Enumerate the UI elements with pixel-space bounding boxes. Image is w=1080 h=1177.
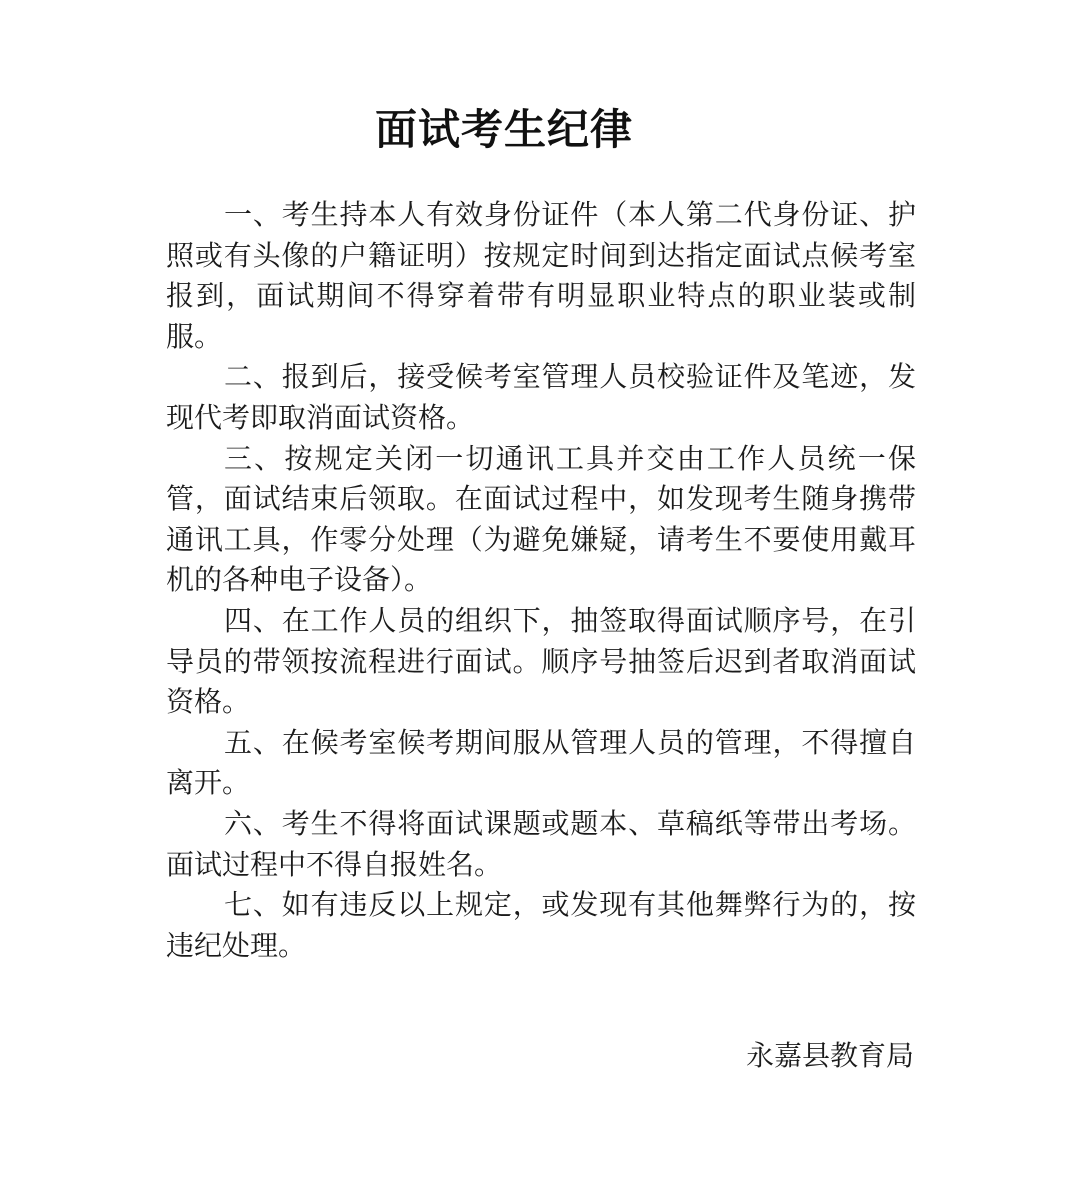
rule-paragraph-4: 四、在工作人员的组织下，抽签取得面试顺序号，在引导员的带领按流程进行面试。顺序号抽签后迟到者取消面试资格。 xyxy=(166,603,916,719)
document-title: 面试考生纪律 xyxy=(374,105,633,154)
rule-paragraph-1: 一、考生持本人有效身份证件（本人第二代身份证、护照或有头像的户籍证明）按规定时间到达指定面试点候考室报到，面试期间不得穿着带有明显职业特点的职业装或制服。 xyxy=(166,198,916,353)
issuer-signature: 永嘉县教育局 xyxy=(745,1039,914,1072)
rule-paragraph-3: 三、按规定关闭一切通讯工具并交由工作人员统一保管，面试结束后领取。在面试过程中，如发现考生随身携带通讯工具，作零分处理（为避免嫌疑，请考生不要使用戴耳机的各种电子设备）。 xyxy=(166,441,916,597)
rule-paragraph-7: 七、如有违反以上规定，或发现有其他舞弊行为的，按违纪处理。 xyxy=(166,888,916,962)
rule-paragraph-5: 五、在候考室候考期间服从管理人员的管理，不得擅自离开。 xyxy=(166,725,916,800)
document-body xyxy=(166,195,916,966)
rule-paragraph-2: 二、报到后，接受候考室管理人员校验证件及笔迹，发现代考即取消面试资格。 xyxy=(166,360,916,434)
rule-paragraph-6: 六、考生不得将面试课题或题本、草稿纸等带出考场。面试过程中不得自报姓名。 xyxy=(166,806,916,881)
